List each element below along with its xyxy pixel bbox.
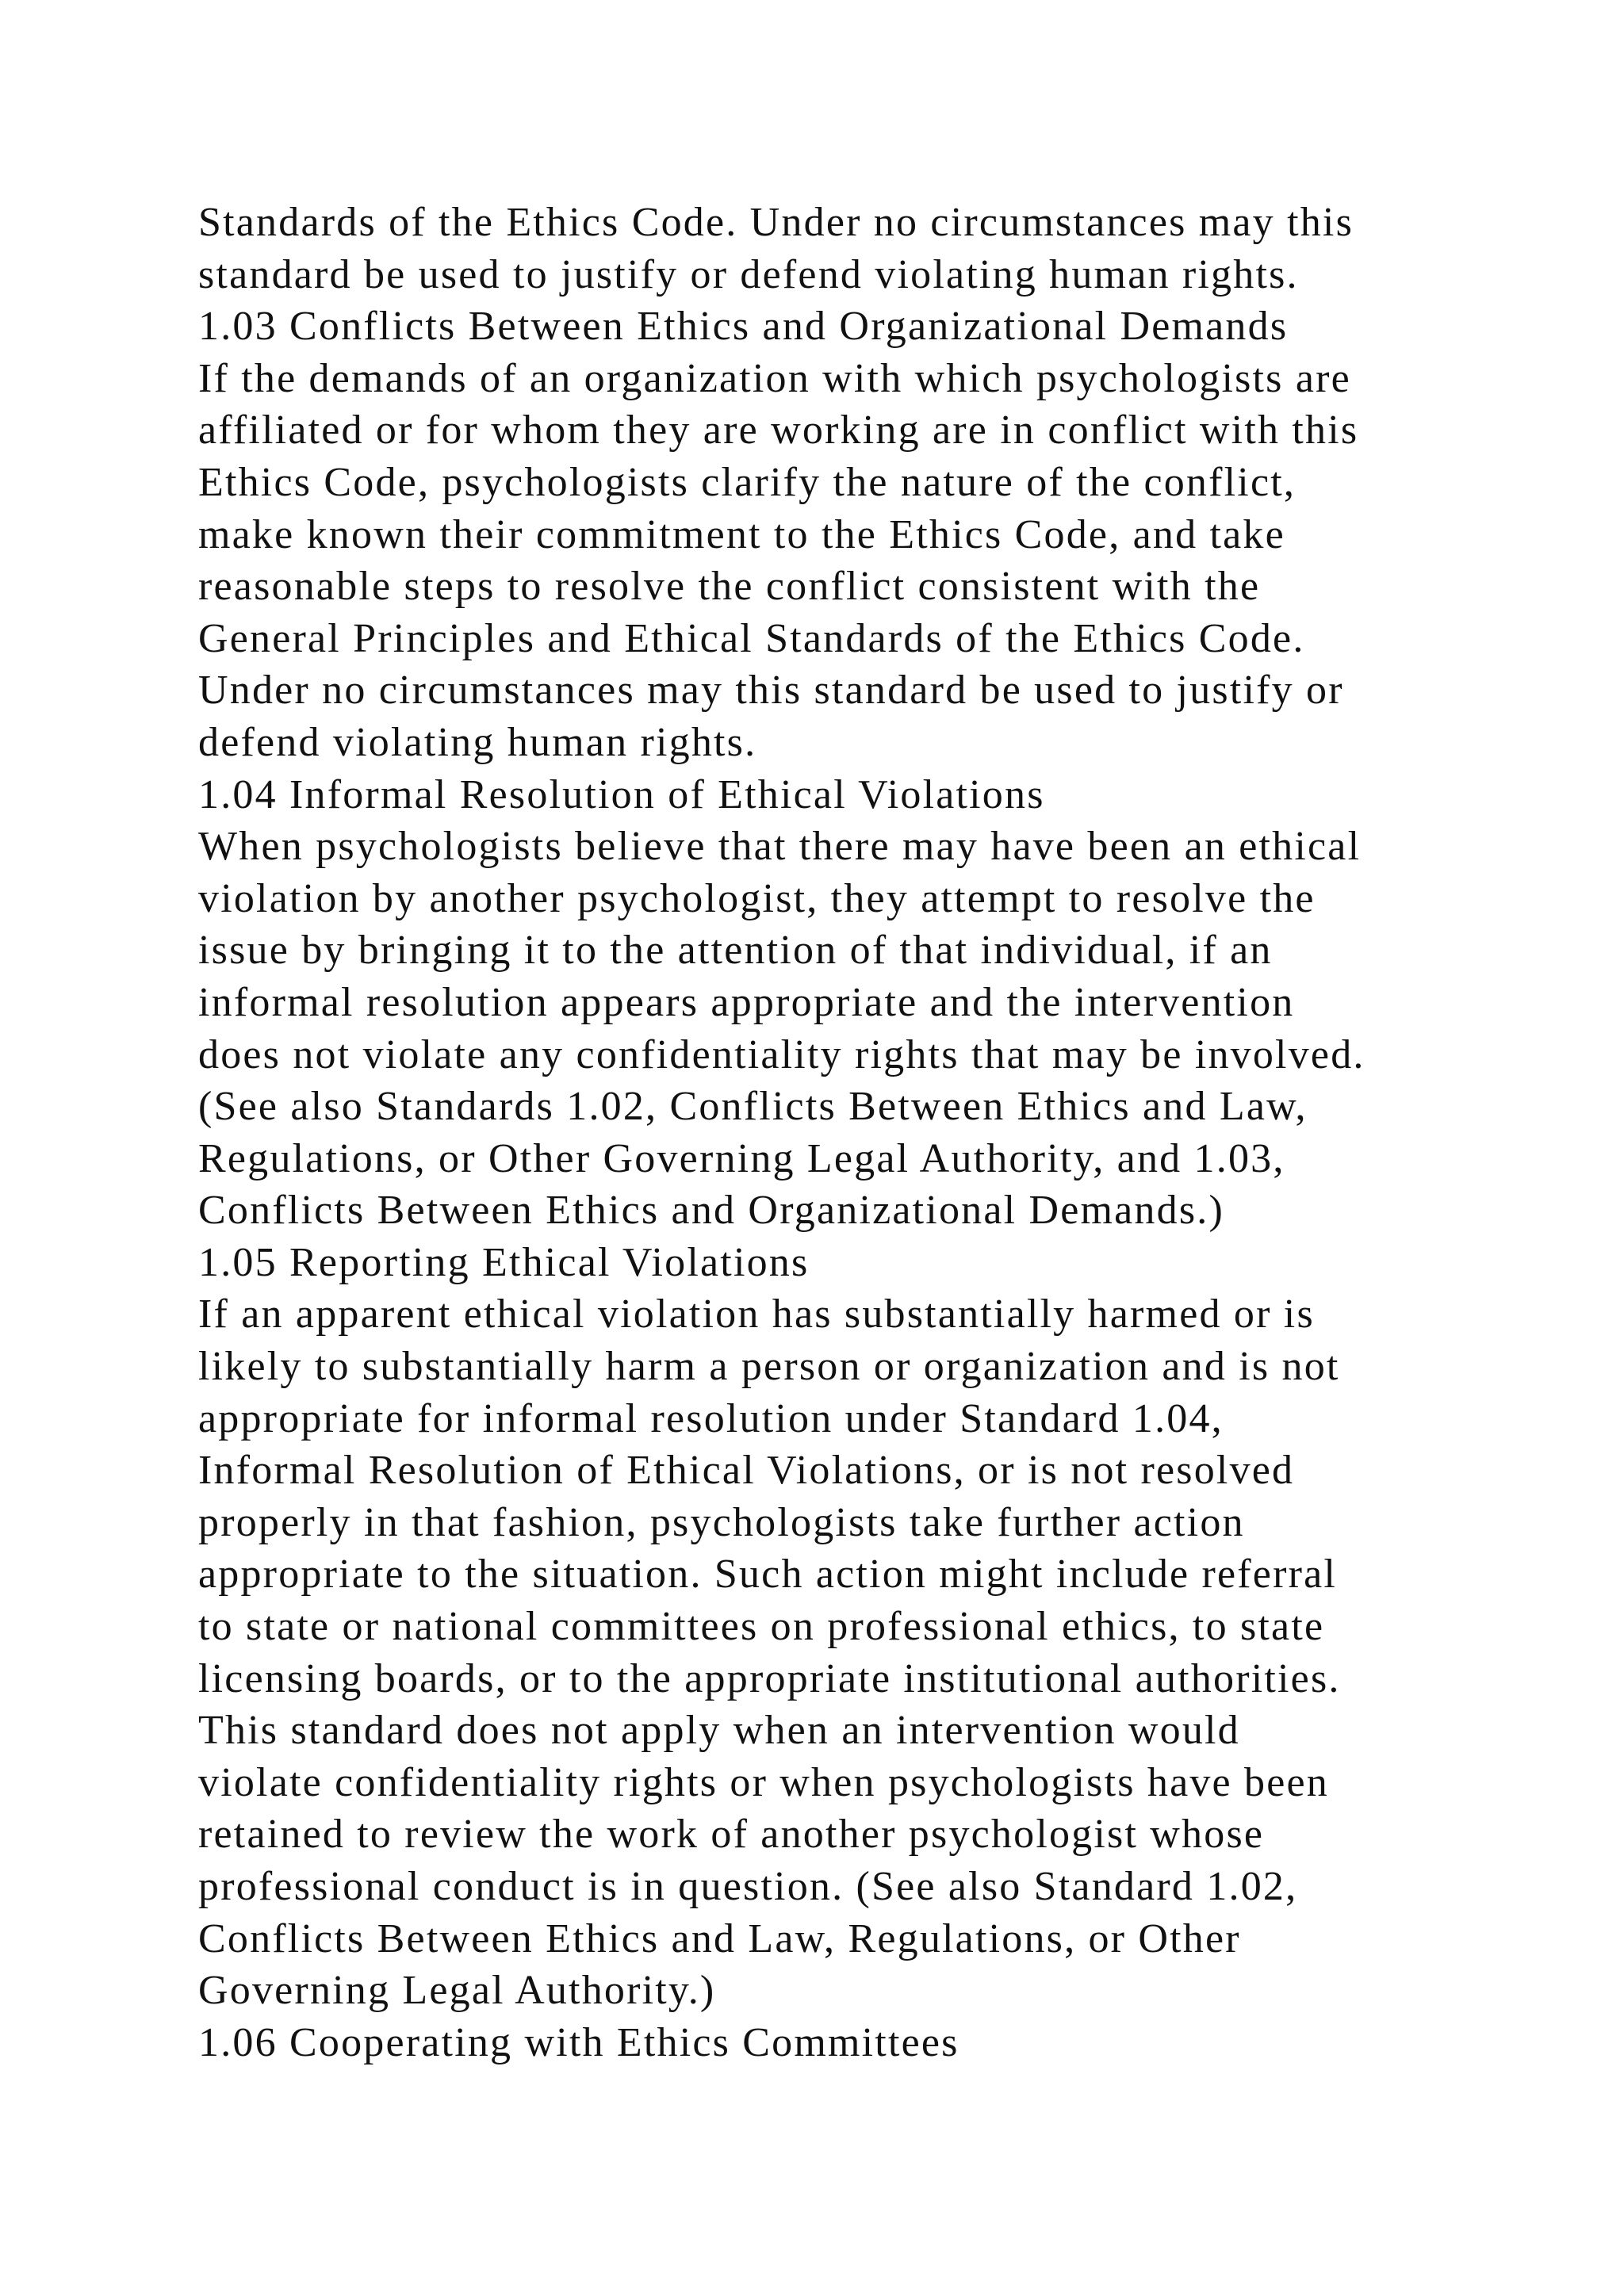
text-line: Under no circumstances may this standard be used to justify or [198,668,1344,714]
text-line: Standards of the Ethics Code. Under no circumstances may this [198,200,1354,245]
text-line: informal resolution appears appropriate and the intervention [198,979,1295,1025]
text-line: issue by bringing it to the attention of that individual, if an [198,928,1273,974]
text-line: likely to substantially harm a person or organization and is not [198,1344,1340,1390]
text-line: professional conduct is in question. (See also Standard 1.02, [198,1864,1298,1909]
text-line: does not violate any confidentiality rights that may be involved. [198,1031,1365,1077]
text-line: When psychologists believe that there may have been an ethical [198,824,1362,870]
section-heading-1-04: 1.04 Informal Resolution of Ethical Violations [198,771,1045,817]
text-line: licensing boards, or to the appropriate institutional authorities. [198,1655,1341,1701]
text-line: Conflicts Between Ethics and Law, Regulations, or Other [198,1915,1241,1961]
text-line: violation by another psychologist, they attempt to resolve the [198,875,1316,921]
text-line: defend violating human rights. [198,719,757,765]
text-line: If an apparent ethical violation has substantially harmed or is [198,1292,1315,1337]
text-line: violate confidentiality rights or when psychologists have been [198,1759,1329,1805]
text-line: Regulations, or Other Governing Legal Authority, and 1.03, [198,1135,1285,1181]
text-line: Governing Legal Authority.) [198,1968,716,2014]
text-line: appropriate to the situation. Such action might include referral [198,1552,1338,1598]
text-line: Conflicts Between Ethics and Organizational Demands.) [198,1188,1224,1234]
section-heading-1-05: 1.05 Reporting Ethical Violations [198,1239,810,1285]
text-line: make known their commitment to the Ethics Code, and take [198,511,1285,557]
text-line: This standard does not apply when an intervention would [198,1708,1240,1754]
text-line: appropriate for informal resolution under Standard 1.04, [198,1395,1224,1441]
text-line: properly in that fashion, psychologists take further action [198,1499,1245,1545]
text-line: Ethics Code, psychologists clarify the nature of the conflict, [198,459,1297,505]
text-line: retained to review the work of another psychologist whose [198,1812,1265,1858]
text-line: standard be used to justify or defend violating human rights. [198,251,1299,297]
text-line: Informal Resolution of Ethical Violations, or is not resolved [198,1448,1295,1494]
text-line: If the demands of an organization with which psychologists are [198,355,1351,401]
text-line: General Principles and Ethical Standards of the Ethics Code. [198,615,1305,661]
section-heading-1-06: 1.06 Cooperating with Ethics Committees [198,2019,959,2065]
text-line: to state or national committees on professional ethics, to state [198,1604,1325,1650]
section-heading-1-03: 1.03 Conflicts Between Ethics and Organizational Demands [198,304,1289,350]
document-body [198,197,1578,2068]
text-line: affiliated or for whom they are working are in conflict with this [198,408,1359,453]
text-line: reasonable steps to resolve the conflict consistent with the [198,564,1261,610]
text-line: (See also Standards 1.02, Conflicts Between Ethics and Law, [198,1084,1308,1130]
